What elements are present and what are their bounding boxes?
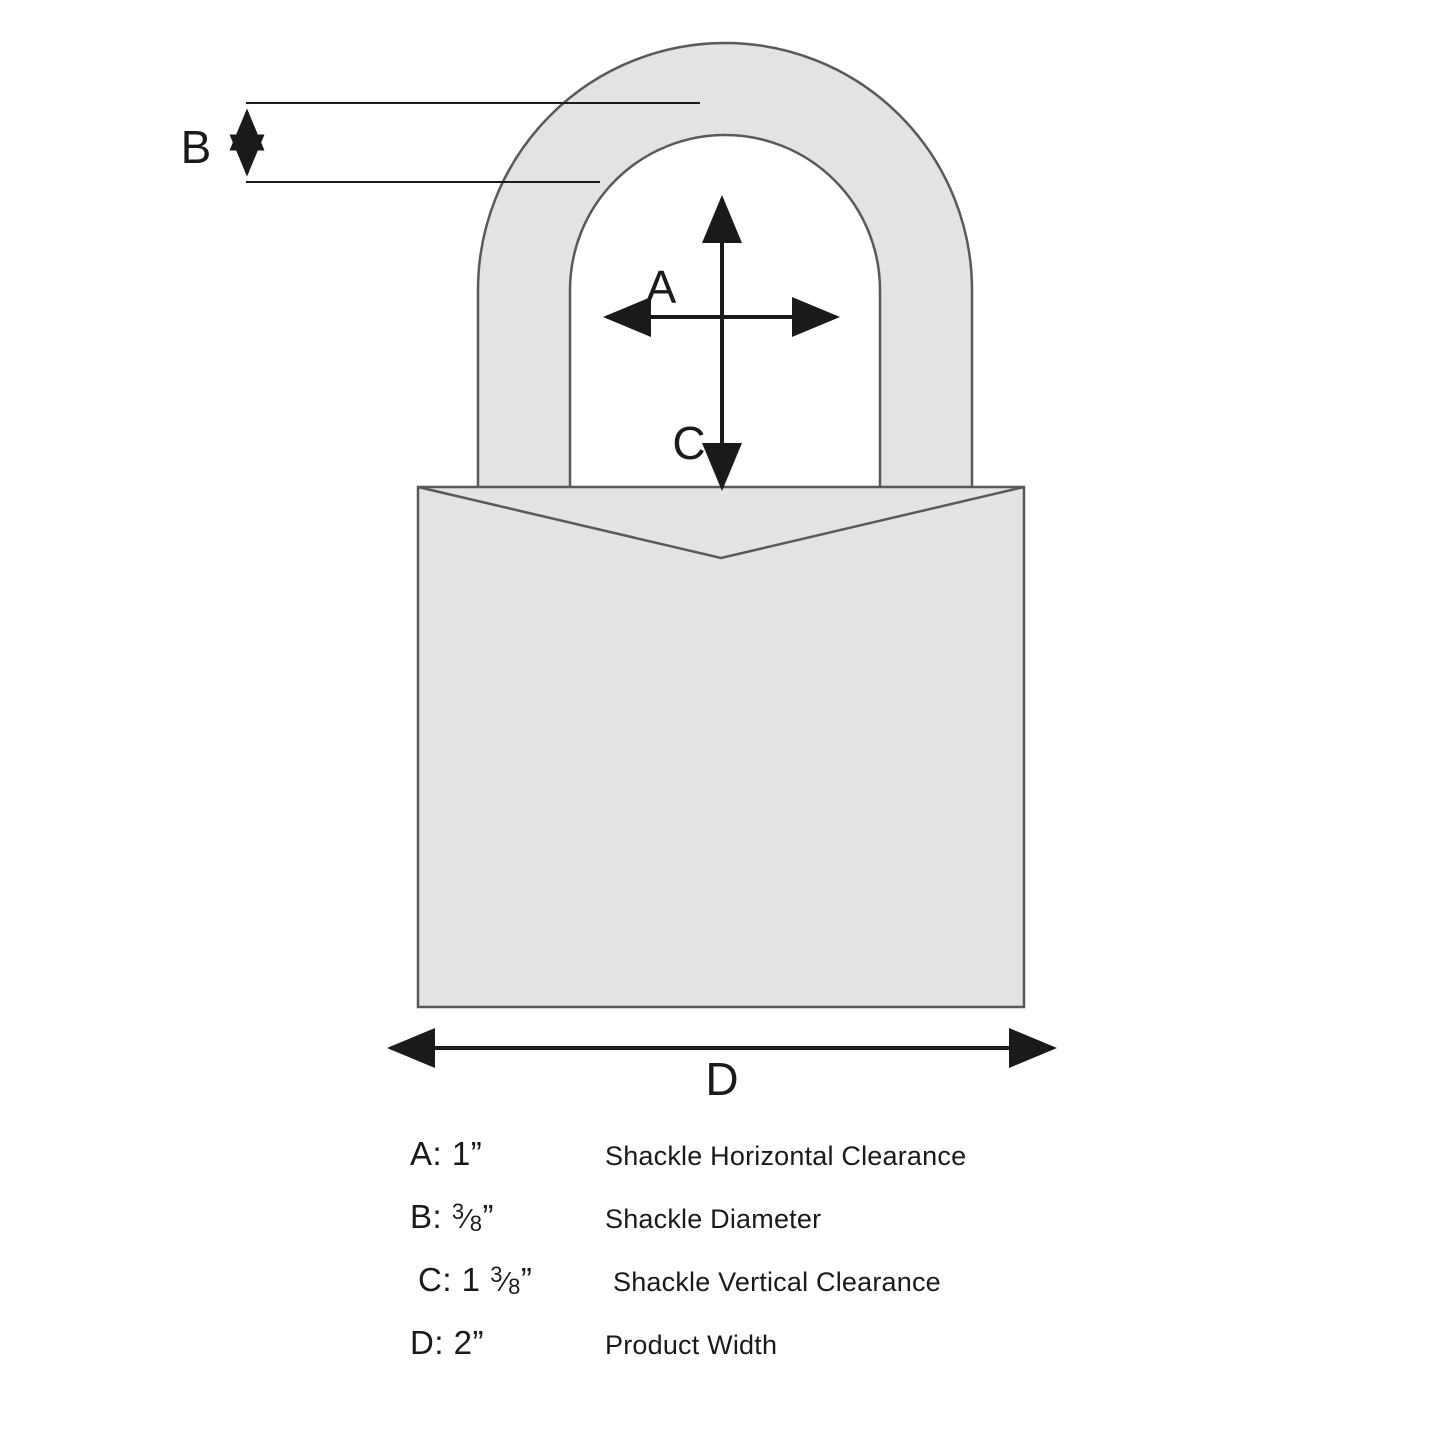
legend-letter-d: D: — [410, 1324, 444, 1361]
lock-body-shape — [418, 487, 1024, 1007]
legend-desc-a: Shackle Horizontal Clearance — [605, 1141, 967, 1171]
legend-desc-b: Shackle Diameter — [605, 1204, 822, 1234]
legend-fraction-denominator-b: 8 — [469, 1211, 483, 1236]
legend-value-c: 1 — [461, 1261, 481, 1298]
legend-key-a — [410, 1135, 605, 1173]
legend-key-b — [410, 1198, 605, 1237]
legend-desc-c: Shackle Vertical Clearance — [613, 1267, 941, 1297]
legend-fraction-denominator-c: 8 — [508, 1274, 521, 1299]
dimension-label-a: A — [645, 261, 677, 313]
legend-row-b — [410, 1198, 1110, 1261]
legend-row-d — [410, 1324, 1110, 1387]
legend-value-a: 1 — [451, 1135, 471, 1172]
legend-key-c — [410, 1261, 613, 1300]
legend-unit-b: ” — [482, 1198, 495, 1235]
legend-fraction-numerator-b: 3 — [451, 1199, 465, 1224]
legend-key-d — [410, 1324, 605, 1362]
legend-unit-a: ” — [470, 1135, 483, 1172]
fraction-slash-icon: ⁄ — [464, 1203, 470, 1234]
legend-desc-d: Product Width — [605, 1330, 778, 1360]
legend-unit-d: ” — [472, 1324, 485, 1361]
legend-fraction-numerator-c: 3 — [490, 1262, 503, 1287]
legend-letter-b: B: — [410, 1198, 443, 1235]
dimension-legend — [410, 1135, 1110, 1387]
dimension-d — [391, 1048, 1053, 1105]
legend-row-a — [410, 1135, 1110, 1198]
dimension-c — [672, 199, 722, 487]
dimension-label-b: B — [180, 121, 212, 173]
legend-unit-c: ” — [520, 1261, 533, 1298]
dimension-label-c: C — [672, 417, 706, 469]
legend-letter-c: C: — [418, 1261, 452, 1298]
legend-row-c — [410, 1261, 1110, 1324]
legend-fraction-b — [452, 1199, 483, 1237]
dimension-label-d: D — [705, 1053, 739, 1105]
legend-value-d: 2 — [453, 1324, 473, 1361]
fraction-slash-icon: ⁄ — [502, 1266, 509, 1297]
legend-fraction-c — [490, 1262, 521, 1300]
legend-letter-a: A: — [410, 1135, 443, 1172]
